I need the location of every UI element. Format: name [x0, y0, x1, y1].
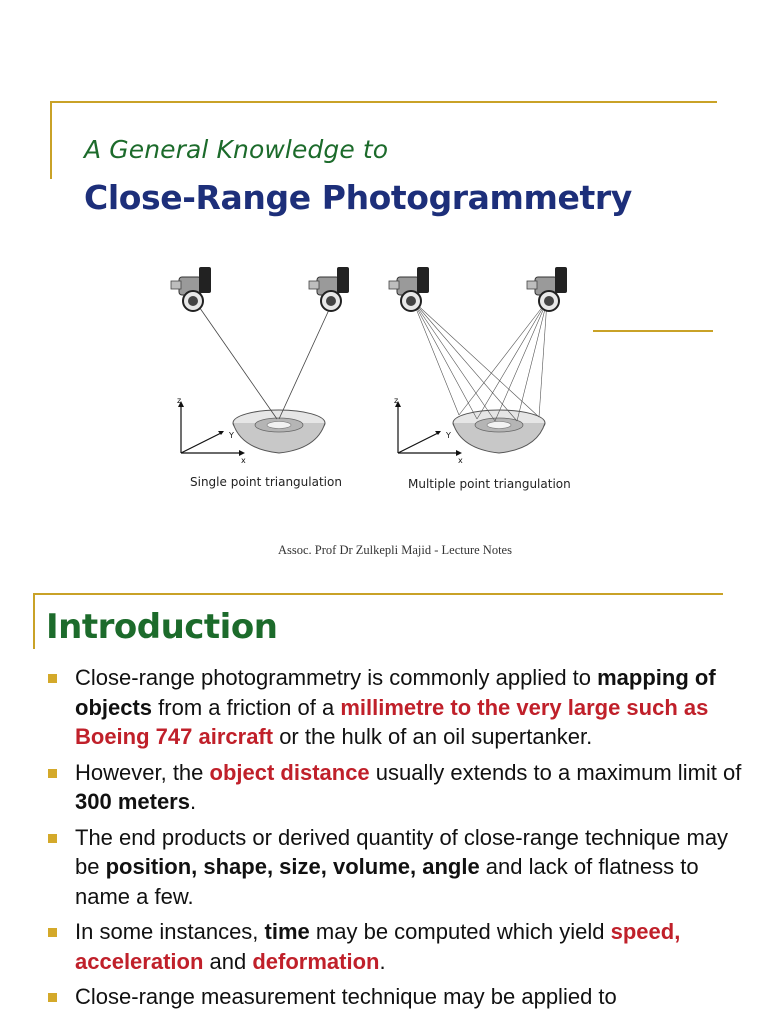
left-caption: Single point triangulation [190, 475, 342, 489]
bullet-item [46, 982, 746, 1012]
introduction-slide [0, 575, 768, 1024]
slide-frame-top-line [33, 593, 723, 595]
right-caption: Multiple point triangulation [408, 477, 571, 491]
bullet-text: speed, acceleration [75, 919, 681, 974]
bullet-item [46, 917, 746, 976]
slide-title: Close-Range Photogrammetry [84, 178, 632, 217]
right-camera-icon-2 [527, 267, 567, 311]
square-bullet-icon [48, 993, 57, 1002]
bullet-list [46, 663, 746, 1018]
right-camera-icon [309, 267, 349, 311]
left-camera-icon-2 [389, 267, 429, 311]
axis-x-label-2: x [458, 456, 463, 465]
bullet-text: The end products or derived quantity of close-range technique may be [75, 824, 729, 879]
bullet-item [46, 758, 746, 817]
bullet-text: may be computed which yield [309, 919, 611, 944]
bullet-text: . [189, 789, 197, 814]
square-bullet-icon [48, 834, 57, 843]
axis-x-label: x [241, 456, 246, 465]
bullet-text: 300 meters [75, 789, 190, 814]
slide-subtitle: A General Knowledge to [84, 135, 389, 164]
slide-heading: Introduction [46, 607, 278, 647]
lecture-credit: Assoc. Prof Dr Zulkepli Majid - Lecture Notes [278, 543, 512, 557]
slide-frame-top-line [50, 101, 717, 103]
multi-point-diagram [389, 267, 571, 491]
single-point-diagram [171, 267, 349, 489]
slide-frame-left-line [50, 101, 52, 179]
bullet-text: Close-range photogrammetry is commonly applied to [75, 665, 598, 690]
bullet-text: Close-range measurement technique may be applied to [75, 984, 617, 1009]
bullet-text: . [379, 948, 386, 974]
bullet-text: In some instances, [75, 919, 265, 944]
square-bullet-icon [48, 674, 57, 683]
bullet-text: However, the [75, 759, 210, 785]
slide-frame-left-line [33, 593, 35, 649]
bullet-text: position, shape, size, volume, angle [105, 854, 480, 879]
bullet-item [46, 823, 746, 912]
bullet-text: usually extends to a maximum limit of [369, 759, 742, 785]
bullet-text: and [203, 948, 253, 974]
triangulation-figure [155, 255, 605, 505]
bullet-text: from a friction of a [152, 694, 341, 720]
left-camera-icon [171, 267, 211, 311]
bullet-text: and lack of flatness to name a few. [75, 854, 699, 909]
bullet-text: or the hulk of an oil supertanker. [273, 724, 593, 749]
bullet-item [46, 663, 746, 752]
axis-z-label: z [177, 396, 182, 405]
slide-accent-line [593, 330, 713, 332]
square-bullet-icon [48, 928, 57, 937]
axis-z-label-2: z [394, 396, 399, 405]
axis-y-label: Y [229, 431, 234, 440]
square-bullet-icon [48, 769, 57, 778]
bullet-text: millimetre to the very large such as Boeing 747 aircraft [75, 694, 709, 749]
bullet-text: time [264, 919, 310, 944]
axis-y-label-2: Y [446, 431, 451, 440]
bullet-text: mapping of objects [75, 665, 716, 720]
bullet-text: deformation [252, 948, 380, 974]
bullet-text: object distance [209, 759, 370, 785]
